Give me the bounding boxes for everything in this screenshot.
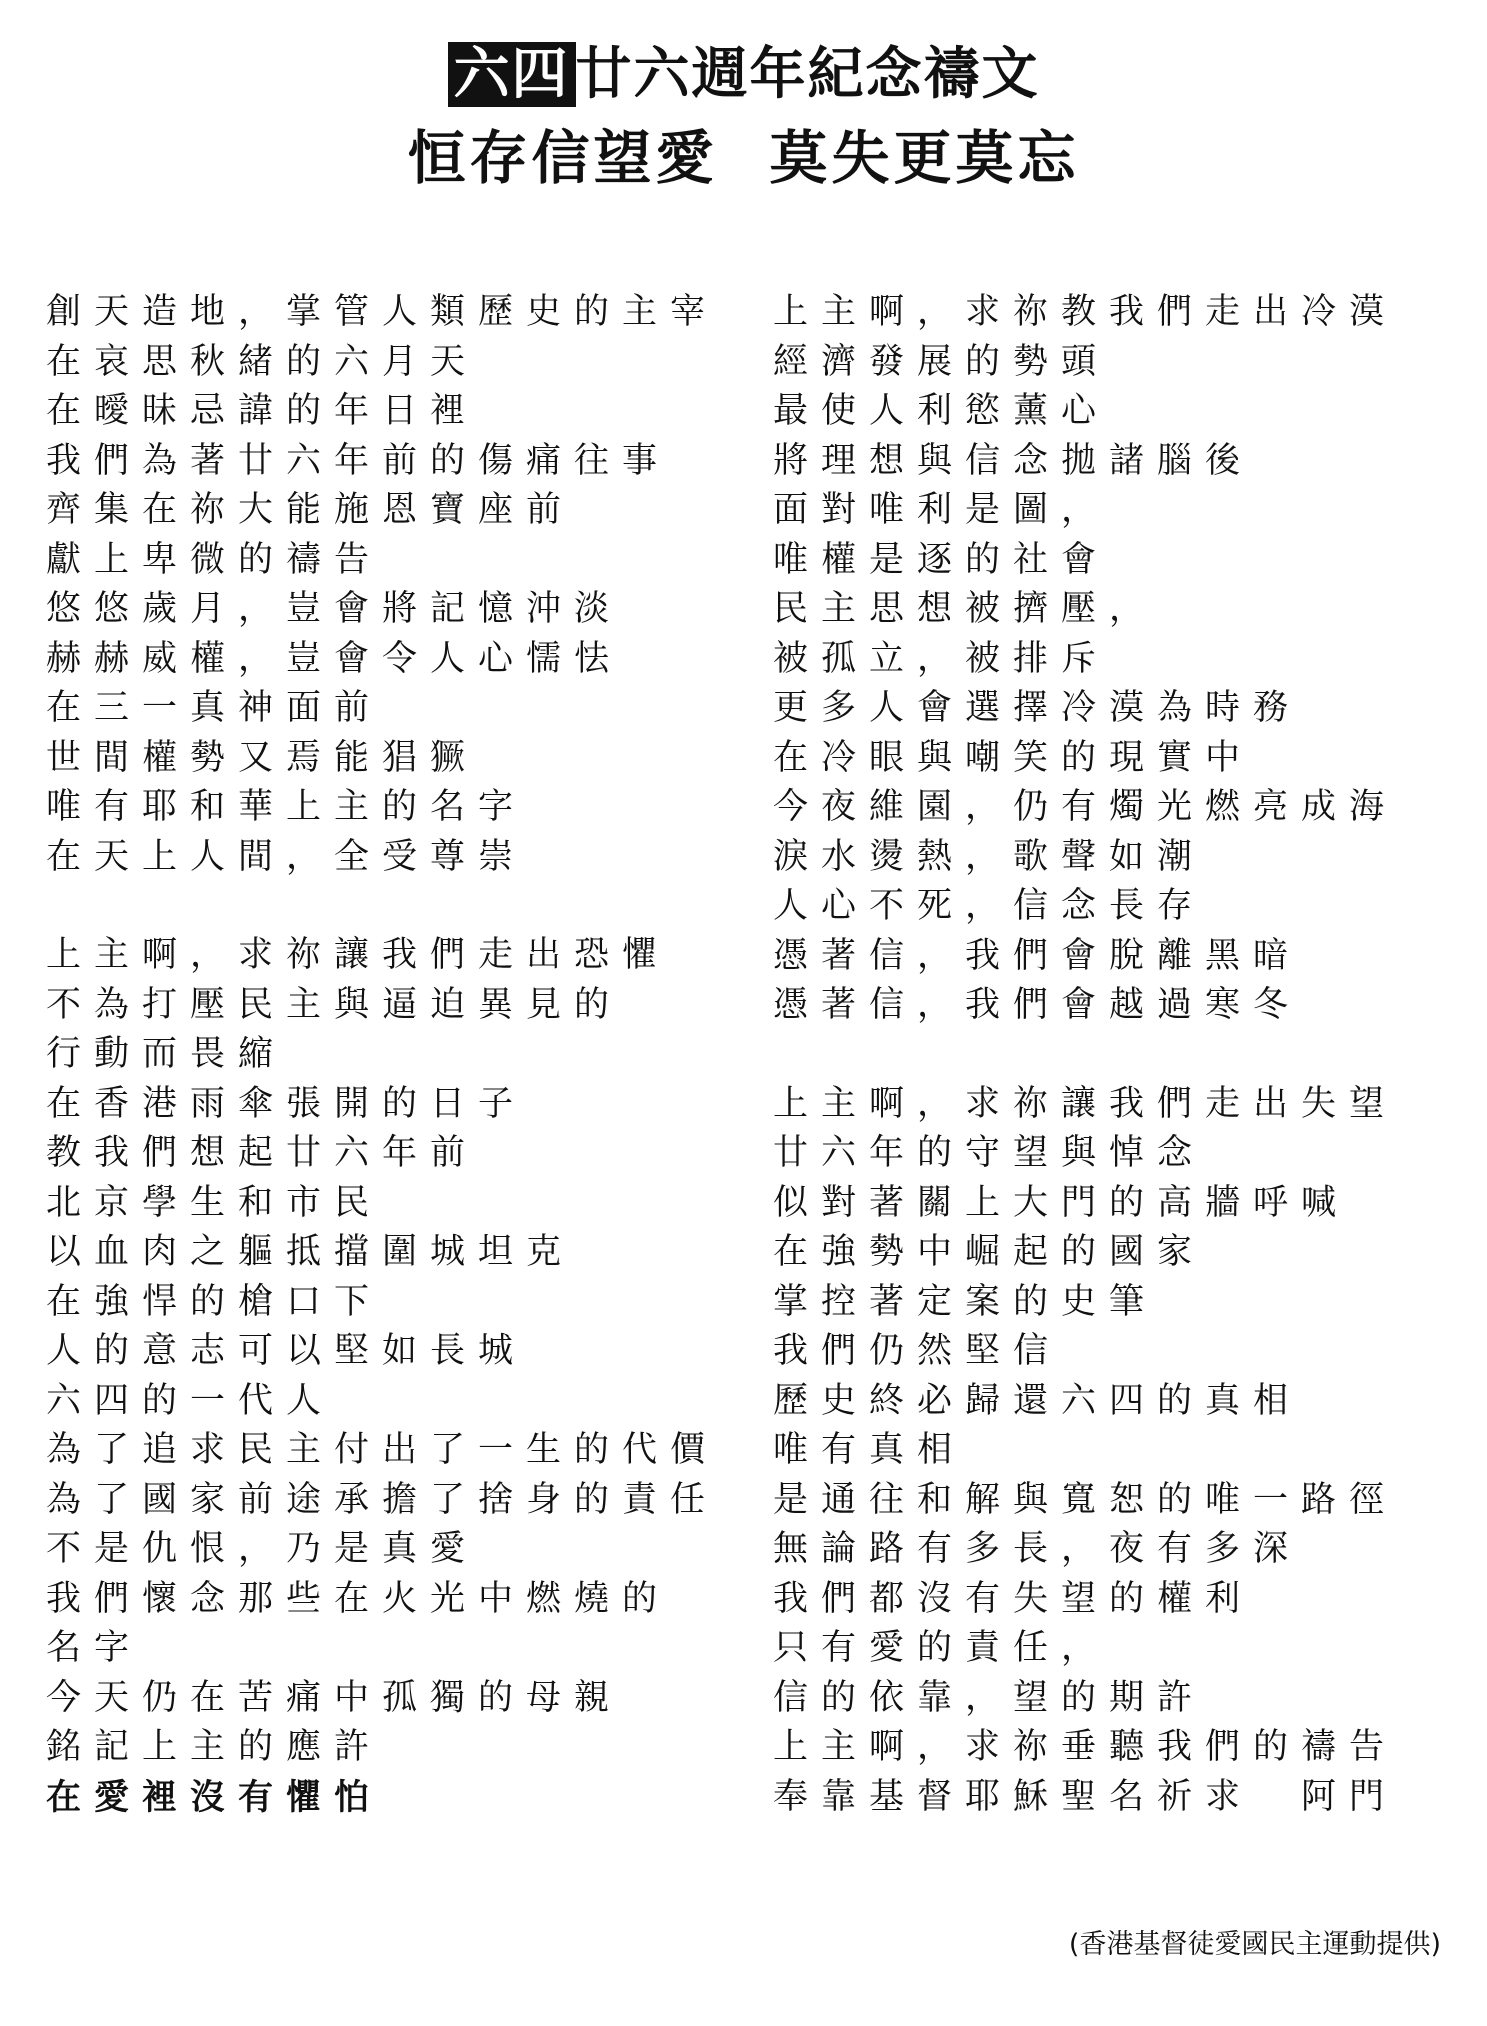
prayer-line: 悠悠歲月，豈會將記憶沖淡 [46, 589, 623, 629]
credit-note: (香港基督徒愛國民主運動提供) [1068, 1929, 1441, 1960]
prayer-line: 在天上人間，全受尊崇 [46, 836, 527, 877]
prayer-line: 我們懷念那些在火光中燃燒的 [46, 1578, 671, 1619]
page-subtitle [0, 118, 1487, 198]
prayer-line: 信的依靠，望的期許 [773, 1677, 1206, 1718]
subtitle-part-1: 恒存信望愛 [407, 124, 718, 192]
prayer-line: 經濟發展的勢頭 [773, 341, 1110, 382]
prayer-line: 在強悍的槍口下 [46, 1281, 383, 1322]
title-rest: 廿六週年紀念禱文 [575, 42, 1040, 107]
prayer-line: 是通往和解與寬恕的唯一路徑 [773, 1479, 1398, 1520]
prayer-line: 我們為著廿六年前的傷痛往事 [46, 440, 671, 481]
prayer-line: 六四的一代人 [46, 1380, 335, 1421]
header [0, 38, 1487, 198]
prayer-line: 齊集在祢大能施恩寶座前 [46, 490, 575, 530]
prayer-line: 不為打壓民主與逼迫異見的 [46, 984, 623, 1025]
prayer-line: 世間權勢又焉能猖獗 [46, 737, 479, 778]
prayer-line: 被孤立，被排斥 [773, 638, 1110, 679]
title-highlight: 六四 [448, 42, 576, 107]
prayer-line: 只有愛的責任， [773, 1628, 1110, 1668]
prayer-line: 不是仇恨，乃是真愛 [46, 1529, 479, 1569]
prayer-line: 今天仍在苦痛中孤獨的母親 [46, 1677, 623, 1718]
prayer-line: 為了國家前途承擔了捨身的責任 [46, 1479, 719, 1520]
prayer-line: 北京學生和市民 [46, 1182, 383, 1223]
prayer-line: 赫赫威權，豈會令人心懦怯 [46, 638, 623, 679]
prayer-line: 以血肉之軀抵擋圍城坦克 [46, 1232, 575, 1272]
prayer-line: 教我們想起廿六年前 [46, 1133, 479, 1173]
right-column [773, 288, 1453, 1871]
stanza [773, 288, 1453, 1031]
prayer-line: 今夜維園，仍有燭光燃亮成海 [773, 787, 1398, 827]
prayer-line: 上主啊，求祢教我們走出冷漠 [773, 292, 1398, 332]
prayer-line: 在愛裡沒有懼怕 [46, 1776, 383, 1818]
prayer-line: 更多人會選擇冷漠為時務 [773, 688, 1302, 728]
prayer-line: 獻上卑微的禱告 [46, 539, 383, 580]
prayer-line: 憑著信，我們會越過寒冬 [773, 985, 1302, 1025]
page-title [0, 38, 1487, 112]
prayer-line: 名字 [46, 1628, 143, 1668]
prayer-line: 在三一真神面前 [46, 688, 383, 728]
prayer-line: 在哀思秋緒的六月天 [46, 341, 479, 382]
subtitle-part-2: 莫失更莫忘 [769, 124, 1080, 192]
prayer-line: 在曖昧忌諱的年日裡 [46, 391, 479, 431]
prayer-line: 人的意志可以堅如長城 [46, 1331, 527, 1371]
prayer-line: 無論路有多長，夜有多深 [773, 1529, 1302, 1569]
prayer-line: 我們仍然堅信 [773, 1331, 1062, 1371]
prayer-line: 廿六年的守望與悼念 [773, 1133, 1206, 1173]
prayer-line: 上主啊，求祢垂聽我們的禱告 [773, 1727, 1398, 1767]
prayer-line: 掌控著定案的史筆 [773, 1281, 1158, 1322]
prayer-line: 民主思想被擠壓， [773, 589, 1158, 629]
left-column [46, 288, 766, 1871]
prayer-line: 奉靠基督耶穌聖名祈求 阿門 [773, 1776, 1398, 1817]
prayer-line: 我們都沒有失望的權利 [773, 1578, 1254, 1619]
prayer-line: 人心不死，信念長存 [773, 886, 1206, 926]
prayer-line: 唯有真相 [773, 1430, 966, 1470]
prayer-line: 淚水燙熱，歌聲如潮 [773, 836, 1206, 877]
prayer-line: 創天造地，掌管人類歷史的主宰 [46, 292, 719, 332]
prayer-line: 在香港雨傘張開的日子 [46, 1083, 527, 1124]
prayer-line: 唯有耶和華上主的名字 [46, 787, 527, 827]
prayer-line: 上主啊，求祢讓我們走出失望 [773, 1083, 1398, 1124]
prayer-line: 憑著信，我們會脫離黑暗 [773, 935, 1302, 976]
prayer-line: 在強勢中崛起的國家 [773, 1232, 1206, 1272]
prayer-line: 上主啊，求祢讓我們走出恐懼 [46, 935, 671, 975]
stanza [46, 288, 766, 882]
prayer-line: 銘記上主的應許 [46, 1727, 383, 1767]
prayer-line: 為了追求民主付出了一生的代價 [46, 1430, 719, 1470]
stanza [46, 931, 766, 1822]
prayer-line: 面對唯利是圖， [773, 490, 1110, 530]
prayer-line: 唯權是逐的社會 [773, 539, 1110, 580]
prayer-line: 似對著關上大門的高牆呼喊 [773, 1182, 1350, 1223]
prayer-line: 在冷眼與嘲笑的現實中 [773, 737, 1254, 778]
prayer-line: 將理想與信念拋諸腦後 [773, 440, 1254, 481]
prayer-line: 最使人利慾薰心 [773, 391, 1110, 431]
prayer-line: 歷史終必歸還六四的真相 [773, 1380, 1302, 1421]
prayer-line: 行動而畏縮 [46, 1034, 287, 1074]
stanza [773, 1080, 1453, 1823]
